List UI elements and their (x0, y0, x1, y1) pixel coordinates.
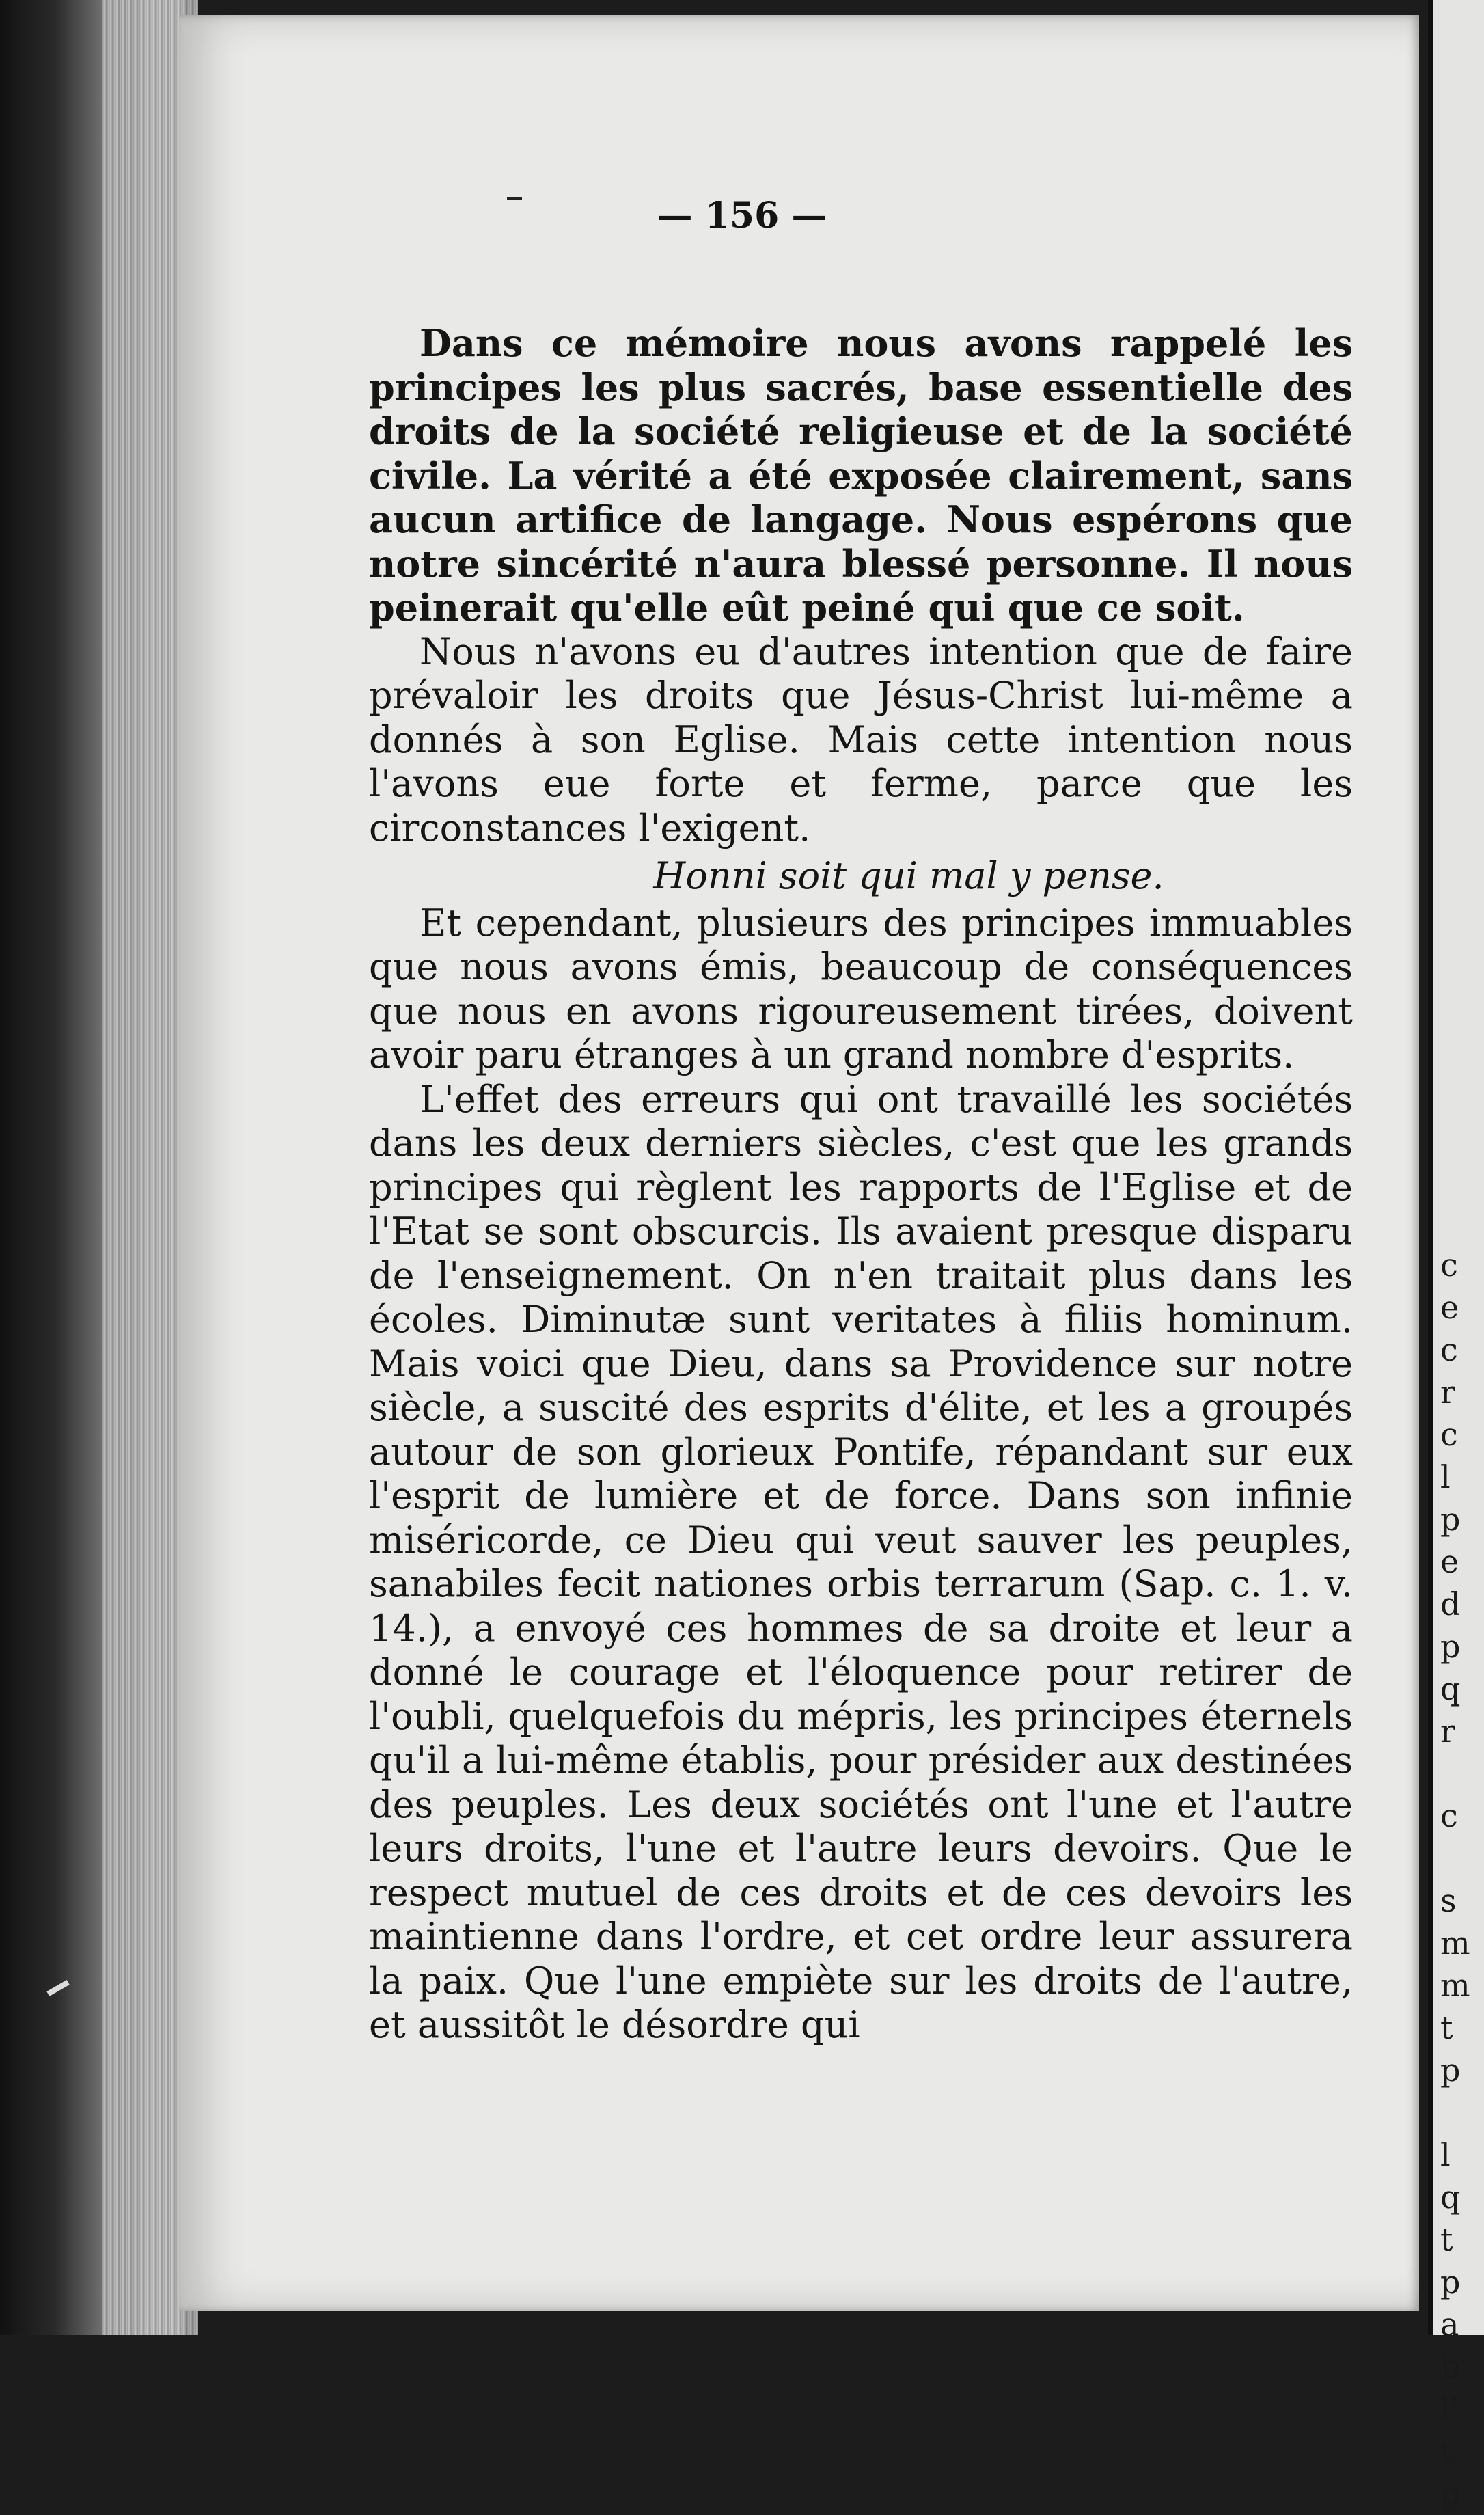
facing-page-fragment: l (1440, 2136, 1451, 2173)
facing-page-fragment: r (1440, 1374, 1455, 1411)
facing-page-fragment: p (1440, 2264, 1461, 2300)
motto-line: Honni soit qui mal y pense. (653, 854, 1164, 897)
facing-page-fragment: b (1440, 2348, 1461, 2385)
facing-page-fragment: c (1440, 1331, 1458, 1368)
facing-page-fragment: t (1440, 2433, 1453, 2470)
facing-page-fragment: s (1440, 1882, 1457, 1919)
facing-page-fragment (1440, 2091, 1484, 2134)
paragraph-1: Dans ce mémoire nous avons rappelé les principes les plus sacrés, base essentielle des droits de la société religieuse et de la société civile. La vérité a été exposée clairement, sans aucun artifice de langage. Nous espérons que notre sincérité n'aura blessé personne. Il nous peinerait qu'elle eût peiné qui que ce soit. (369, 321, 1353, 629)
facing-page-fragment: e (1440, 1289, 1459, 1326)
facing-page-fragments (1440, 1244, 1484, 2515)
facing-page-fragment: d (1440, 1586, 1461, 1622)
facing-page-fragment: p (1440, 2475, 1461, 2512)
facing-page-fragment: m (1440, 1967, 1470, 2004)
page-body (369, 321, 1353, 2048)
facing-page-fragment: c (1440, 1797, 1458, 1834)
facing-page-fragment: p (1440, 1628, 1461, 1665)
facing-page-fragment: q (1440, 2179, 1461, 2216)
ink-speck (507, 197, 522, 200)
facing-page-fragment: a (1440, 2306, 1459, 2343)
facing-page-fragment: p (1440, 1501, 1461, 1538)
facing-page-fragment: q (1440, 1670, 1461, 1707)
page-number: — 156 — (657, 195, 827, 236)
facing-page-fragment (1440, 1837, 1484, 1879)
paragraph-4: L'effet des erreurs qui ont travaillé les sociétés dans les deux derniers siècles, c'est que les grands principes qui règlent les rapports de l'Eglise et de l'Etat se sont obscurcis. Ils avaient presque disparu de l'enseignement. On n'en traitait plus dans les écoles. Diminutæ sunt veritates à filiis hominum. Mais voici que Dieu, dans sa Providence sur notre siècle, a suscité des esprits d'élite, et les a groupés autour de son glorieux Pontife, répandant sur eux l'esprit de lumière et de force. Dans son infinie miséricorde, ce Dieu qui veut sauver les peuples, sanabiles fecit nationes orbis terrarum (Sap. c. 1. v. 14.), a envoyé ces hommes de sa droite et leur a donné le courage et l'éloquence pour retirer de l'oubli, quelquefois du mépris, les principes éternels qu'il a lui-même établis, pour présider aux destinées des peuples. Les deux sociétés ont l'une et l'autre leurs droits, l'une et l'autre leurs devoirs. Que le respect mutuel de ces droits et de ces devoirs les maintienne dans l'ordre, et cet ordre leur assurera la paix. Que l'une empiète sur les droits de l'autre, et aussitôt le désordre qui (369, 1077, 1353, 2046)
facing-page-fragment (1440, 1752, 1484, 1795)
facing-page-fragment: c (1440, 1247, 1458, 1283)
facing-page-fragment: t (1440, 2221, 1453, 2258)
facing-page-fragment: r (1440, 1713, 1455, 1750)
facing-page-fragment: e (1440, 1543, 1459, 1580)
paragraph-3: Et cependant, plusieurs des principes immuables que nous avons émis, beaucoup de conséquences que nous en avons rigoureusement tirées, doivent avoir paru étranges à un grand nombre d'esprits. (369, 901, 1353, 1076)
facing-page-fragment: l' (1440, 2391, 1459, 2428)
facing-page-fragment: l (1440, 1458, 1451, 1495)
facing-page-fragment: p (1440, 2052, 1461, 2089)
facing-page-fragment: t (1440, 2009, 1453, 2046)
paragraph-2: Nous n'avons eu d'autres intention que de faire prévaloir les droits que Jésus-Christ lui-même a donnés à son Eglise. Mais cette intention nous l'avons eue forte et ferme, parce que les circonstances l'exigent. (369, 629, 1353, 849)
facing-page-fragment: c (1440, 1416, 1458, 1453)
facing-page-fragment: m (1440, 1925, 1470, 1961)
